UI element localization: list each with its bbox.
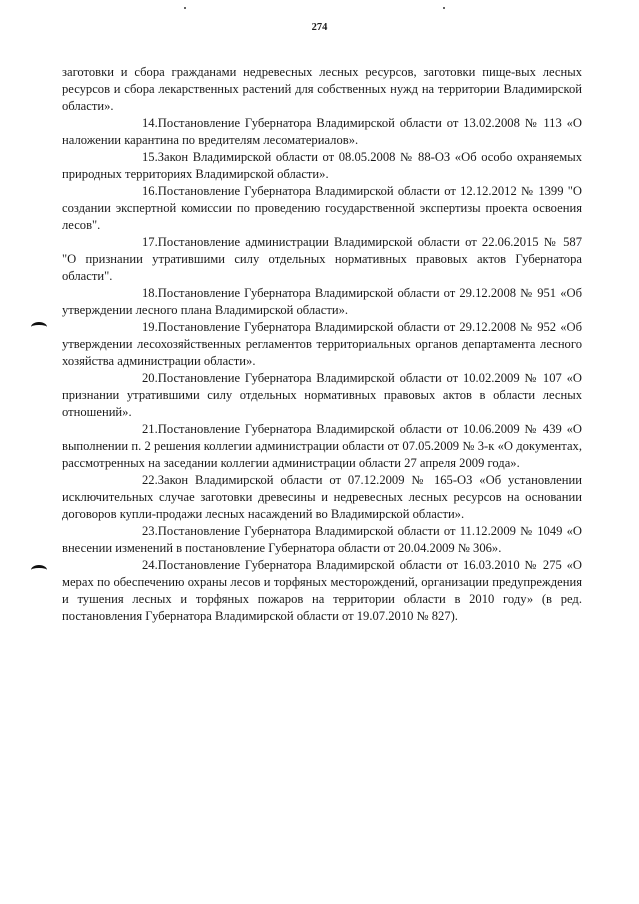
list-item bbox=[62, 183, 582, 234]
page-number: 274 bbox=[311, 22, 328, 33]
item-number: 22. bbox=[142, 473, 158, 487]
item-text: Постановление администрации Владимирской области от 22.06.2015 № 587 "О признании утратившими силу отдельных нормативных правовых актов Губернатора области". bbox=[62, 235, 582, 283]
list-item bbox=[62, 557, 582, 625]
item-number: 15. bbox=[142, 150, 158, 164]
list-item bbox=[62, 285, 582, 319]
item-number: 17. bbox=[142, 235, 158, 249]
item-text: Закон Владимирской области от 07.12.2009 № 165-ОЗ «Об установлении исключительных случае заготовки древесины и недревесных лесных ресурсов на основании договоров купли-продажи лесных насаждений во Владимирской области». bbox=[62, 473, 582, 521]
item-text: Постановление Губернатора Владимирской области от 13.02.2008 № 113 «О наложении карантина по вредителям лесоматериалов». bbox=[62, 116, 582, 147]
list-item bbox=[62, 370, 582, 421]
list-item bbox=[62, 472, 582, 523]
list-item bbox=[62, 421, 582, 472]
list-item bbox=[62, 115, 582, 149]
item-text: Закон Владимирской области от 08.05.2008 № 88-ОЗ «Об особо охраняемых природных территориях Владимирской области». bbox=[62, 150, 582, 181]
list-item bbox=[62, 523, 582, 557]
item-text: Постановление Губернатора Владимирской области от 29.12.2008 № 952 «Об утверждении лесохозяйственных регламентов территориальных органов департамента лесного хозяйства администрации области». bbox=[62, 320, 582, 368]
item-number: 14. bbox=[142, 116, 158, 130]
numbered-list bbox=[62, 115, 582, 625]
item-number: 19. bbox=[142, 320, 158, 334]
item-text: Постановление Губернатора Владимирской области от 10.02.2009 № 107 «О признании утратившими силу отдельных нормативных правовых актов в области лесных отношений». bbox=[62, 371, 582, 419]
document-body bbox=[62, 64, 582, 625]
item-number: 16. bbox=[142, 184, 158, 198]
item-text: Постановление Губернатора Владимирской области от 12.12.2012 № 1399 "О создании экспертной комиссии по проведению государственной экспертизы проекта освоения лесов". bbox=[62, 184, 582, 232]
item-text: Постановление Губернатора Владимирской области от 16.03.2010 № 275 «О мерах по обеспечению охраны лесов и торфяных месторождений, организации предупреждения и тушения лесных и торфяных пожаров на территории области в 2010 году» (в ред. постановления Губернатора Владимирской области от 19.07.2010 № 827). bbox=[62, 558, 582, 623]
margin-mark bbox=[31, 322, 47, 332]
list-item bbox=[62, 149, 582, 183]
scan-speck bbox=[443, 7, 445, 9]
intro-paragraph: заготовки и сбора гражданами недревесных лесных ресурсов, заготовки пище-вых лесных ресурсов и сбора лекарственных растений для собственных нужд на территории Владимирской области». bbox=[62, 65, 582, 113]
item-text: Постановление Губернатора Владимирской области от 29.12.2008 № 951 «Об утверждении лесного плана Владимирской области». bbox=[62, 286, 582, 317]
scan-speck bbox=[184, 7, 186, 9]
item-text: Постановление Губернатора Владимирской области от 11.12.2009 № 1049 «О внесении изменений в постановление Губернатора области от 20.04.2009 № 306». bbox=[62, 524, 582, 555]
item-number: 21. bbox=[142, 422, 158, 436]
item-number: 24. bbox=[142, 558, 158, 572]
list-item bbox=[62, 234, 582, 285]
item-text: Постановление Губернатора Владимирской области от 10.06.2009 № 439 «О выполнении п. 2 решения коллегии администрации области от 07.05.2009 № 3-к «О документах, рассмотренных на заседании коллегии администрации области 27 апреля 2009 года». bbox=[62, 422, 582, 470]
item-number: 23. bbox=[142, 524, 158, 538]
margin-mark bbox=[31, 565, 47, 575]
list-item bbox=[62, 319, 582, 370]
item-number: 18. bbox=[142, 286, 158, 300]
item-number: 20. bbox=[142, 371, 158, 385]
